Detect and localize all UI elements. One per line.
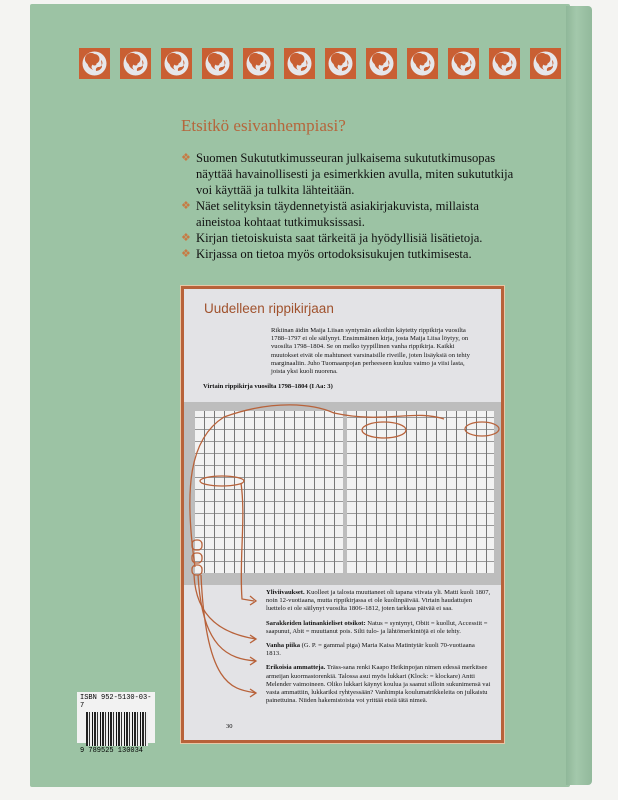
ornament-tile-icon	[161, 48, 192, 79]
sample-page-panel	[181, 286, 504, 743]
list-item-text: Näet selityksin täydennetyistä asiakirjakuvista, millaista aineistoa kohtaat tutkimuksissasi.	[196, 199, 479, 229]
list-item-text: Suomen Sukututkimusseuran julkaisema sukututkimusopas näyttää havainollisesti ja esimerkkien avulla, miten sukututkija voi käyttää ja tulkita lähteitään.	[196, 151, 514, 197]
register-left-page	[195, 411, 343, 573]
ornament-tile-icon	[530, 48, 561, 79]
note-item	[266, 589, 491, 614]
sample-page-title: Uudelleen rippikirjaan	[204, 301, 334, 316]
note-term: Vanha piika	[266, 642, 301, 650]
barcode-digits: 9 789525 130034	[80, 747, 144, 755]
note-term: Erikoisia ammatteja.	[266, 664, 326, 672]
sample-page-intro: Rikiinan äidin Maija Liisan syntymän aikoihin käytetty rippikirja vuosilta 1788–1797 ei ole säilynyt. Ensimmäinen kirja, josta Maija Liisa löytyy, on vuosilta 1798–1804. Se on melko tyypillinen vanha rippikirja. Kaikki muutokset eivät ole mahtuneet varsinaisille riveille, joten lisäyksiä on tehty marginaaliin. Juho Tuomaanpojan perheeseen kuuluu vaimo ja viisi lasta, joista yksi kuoli nuorena.	[271, 327, 470, 376]
note-text: Träss-sana renki Kaapo Heikinpojan nimen edessä merkitsee armeijan kuormastorenkiä. Talossa asui myös lukkari (Klock: = klockare) Antti Melender vaimoineen. Oliko lukkari käynyt koulua ja saanut silloin sukunimensä vai vasta ammattiin, lukkariksi ryhtyessään? Vanhimpia koulumatrikkeleita on julkaistu painettuina. Niiden hakemistoista voi yrittää etsiä tätä nimeä.	[266, 664, 491, 705]
isbn-label: ISBN 952-5130-03-7	[80, 694, 152, 710]
ornament-tile-icon	[448, 48, 479, 79]
list-item-text: Kirjassa on tietoa myös ortodoksisukujen tutkimisesta.	[196, 247, 472, 261]
ornament-tile-icon	[79, 48, 110, 79]
feature-list	[181, 150, 526, 262]
note-term: Sarakkeiden latinankieliset otsikot:	[266, 619, 366, 627]
note-text: Kuolleet ja talosta muuttaneet oli tapana viivata yli. Matti kuoli 1807, noin 12-vuotiaana, mutta rippikirjassa ei ole kuolinpäivää. Virtain haudattujen luettelo ei ole säilynyt vuosilta 1806–1812, joten tarkkaa päivää ei saa.	[266, 589, 491, 613]
isbn-barcode	[77, 692, 155, 755]
book-spine	[566, 6, 592, 785]
diamond-flower-icon: ❖	[181, 152, 191, 164]
ornament-tile-icon	[366, 48, 397, 79]
register-right-page	[347, 411, 494, 573]
list-item-text: Kirjan tietoiskuista saat tärkeitä ja hyödyllisiä lisätietoja.	[196, 231, 483, 245]
ornament-tile-icon	[243, 48, 274, 79]
note-text: Natus = syntynyt, Obiit = kuollut, Accessiit = saapunut, Abit = muuttanut pois. Silti tulo- ja lähtömerkintöjä ei ole tehty.	[266, 619, 488, 635]
ornament-tile-row	[79, 48, 561, 79]
diamond-flower-icon: ❖	[181, 200, 191, 212]
cover-heading: Etsitkö esivanhempiasi?	[181, 116, 346, 135]
parish-register-scan	[184, 402, 501, 585]
ornament-tile-icon	[407, 48, 438, 79]
note-item	[266, 664, 491, 705]
diamond-flower-icon: ❖	[181, 232, 191, 244]
list-item	[181, 230, 526, 246]
note-item	[266, 642, 491, 658]
note-text: (G. P. = gammal piga) Maria Kaisa Matintytär kuoli 70-vuotiaana 1813.	[266, 642, 475, 658]
note-term: Yliviivaukset.	[266, 589, 305, 596]
list-item	[181, 198, 526, 230]
list-item	[181, 150, 526, 198]
note-item	[266, 620, 491, 636]
diamond-flower-icon: ❖	[181, 248, 191, 260]
ornament-tile-icon	[284, 48, 315, 79]
ornament-tile-icon	[489, 48, 520, 79]
list-item	[181, 246, 526, 262]
annotation-notes	[266, 589, 491, 711]
ornament-tile-icon	[120, 48, 151, 79]
ornament-tile-icon	[325, 48, 356, 79]
page-number: 30	[226, 723, 233, 730]
ornament-tile-icon	[202, 48, 233, 79]
barcode-icon	[86, 712, 148, 746]
image-caption: Virtain rippikirja vuosilta 1798–1804 (I Aa: 3)	[203, 383, 333, 390]
